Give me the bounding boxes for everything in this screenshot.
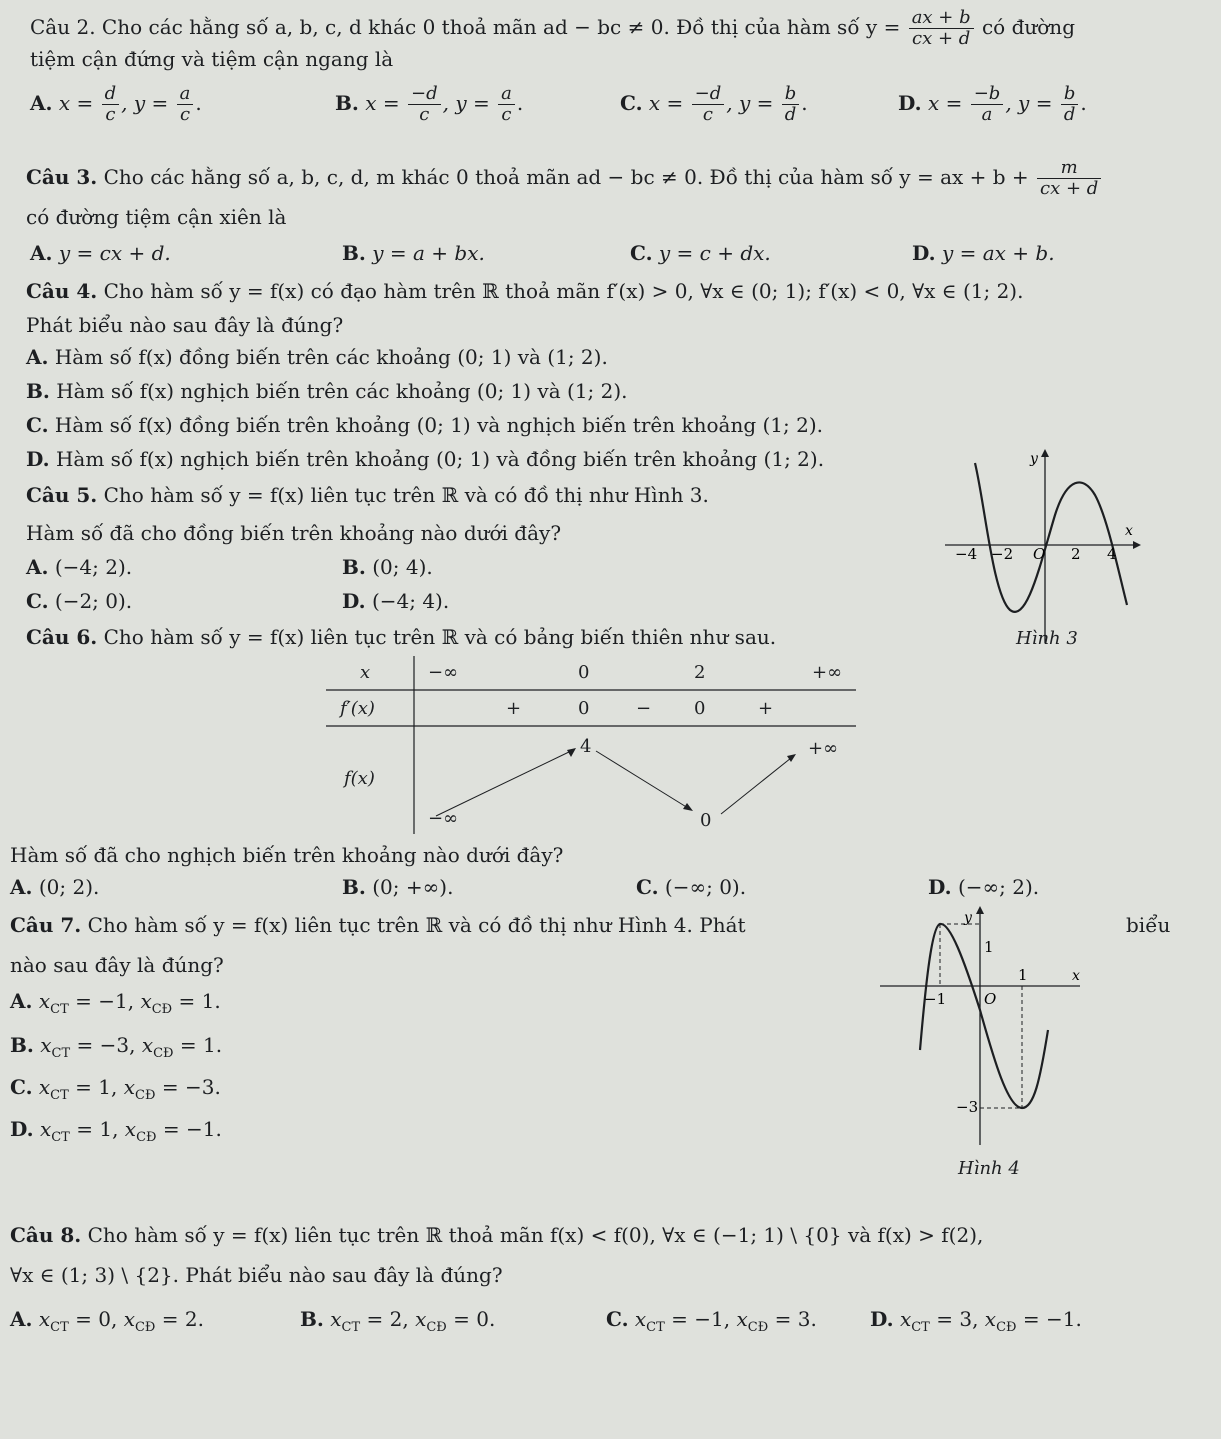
q6-option-c[interactable] — [636, 874, 746, 900]
y-fraction — [498, 84, 515, 125]
y-fraction — [782, 84, 800, 125]
x-ct-symbol: x — [40, 1033, 52, 1057]
cd-value: 2 — [184, 1307, 198, 1331]
option-label: C. — [10, 1075, 33, 1099]
q3-option-d[interactable] — [912, 240, 1055, 266]
cd-subscript: CĐ — [135, 1088, 156, 1103]
x-den: c — [702, 104, 713, 125]
figure-hinh-4 — [880, 900, 1080, 1150]
ct-subscript: CT — [911, 1320, 930, 1335]
x-cd-symbol: x — [736, 1307, 748, 1331]
option-label: B. — [342, 241, 366, 265]
cd-value: 3 — [797, 1307, 811, 1331]
x-lhs: x = — [927, 91, 963, 115]
option-label: D. — [912, 241, 936, 265]
q4-line2: Phát biểu nào sau đây là đúng? — [26, 313, 344, 337]
option-text: y = cx + d. — [58, 241, 171, 265]
option-label: B. — [342, 555, 366, 579]
table-x-2: 2 — [694, 662, 706, 683]
ct-subscript: CT — [50, 1088, 69, 1103]
x-ct-symbol: x — [634, 1307, 647, 1331]
option-text: Hàm số f(x) nghịch biến trên các khoảng (0; 1) và (1; 2). — [56, 379, 628, 403]
q6-option-b[interactable] — [342, 874, 453, 900]
cd-value: −1 — [186, 1117, 216, 1141]
q7-title: Câu 7. — [10, 913, 82, 937]
y-label: y — [964, 910, 972, 926]
q4-line1 — [26, 278, 1023, 304]
cd-value: 1 — [201, 989, 215, 1013]
ct-value: −3 — [99, 1033, 130, 1057]
q7-option-b[interactable]: B. $x_{CT} = -3$, $x_{CĐ} = 1$. — [10, 1033, 223, 1061]
q5-line2: Hàm số đã cho đồng biến trên khoảng nào dưới đây? — [26, 521, 562, 545]
option-label: D. — [870, 1307, 894, 1331]
ct-subscript: CT — [50, 1320, 69, 1335]
q8-option-b[interactable]: B. $x_{CT} = 2$, $x_{CĐ} = 0$. — [300, 1307, 496, 1335]
option-label: D. — [928, 875, 952, 899]
q2-line1-tail: có đường — [981, 15, 1075, 39]
q8-line1 — [10, 1222, 983, 1248]
y-lhs: , y = — [442, 91, 490, 115]
q4-option-a[interactable] — [26, 344, 608, 370]
q4-title: Câu 4. — [26, 279, 98, 303]
q8-option-c[interactable]: C. $x_{CT} = -1$, $x_{CĐ} = 3$. — [606, 1307, 817, 1335]
option-label: B. — [10, 1033, 34, 1057]
tick-4: 4 — [1107, 545, 1117, 563]
y-den: c — [179, 104, 191, 125]
x-ct-symbol: x — [38, 1075, 51, 1099]
option-label: C. — [606, 1307, 629, 1331]
x-ct-symbol: x — [899, 1307, 912, 1331]
x-num: −b — [971, 84, 1004, 105]
option-text: Hàm số f(x) đồng biến trên các khoảng (0; 1) và (1; 2). — [54, 345, 608, 369]
y-lhs: , y = — [121, 91, 169, 115]
cd-subscript: CĐ — [136, 1130, 157, 1145]
x-fraction — [102, 84, 120, 125]
q5-option-d[interactable] — [342, 588, 449, 614]
option-label: A. — [26, 345, 49, 369]
tick-2: 2 — [1071, 545, 1081, 563]
option-text: (−2; 0). — [54, 589, 133, 613]
option-label: A. — [10, 1307, 33, 1331]
q5-title: Câu 5. — [26, 483, 98, 507]
q5-line1-text: Cho hàm số y = f(x) liên tục trên ℝ và có đồ thị như Hình 3. — [103, 483, 709, 507]
q7-option-c[interactable]: C. $x_{CT} = 1$, $x_{CĐ} = -3$. — [10, 1075, 221, 1103]
q8-title: Câu 8. — [10, 1223, 82, 1247]
q3-line1 — [26, 158, 1103, 199]
q3-frac-den: cx + d — [1040, 178, 1099, 199]
y-num: a — [498, 84, 515, 105]
q2-line1-text: Câu 2. Cho các hằng số a, b, c, d khác 0 thoả mãn ad − bc ≠ 0. Đồ thị của hàm số y = — [30, 15, 901, 39]
y-lhs: , y = — [726, 91, 774, 115]
table-f-min: 0 — [700, 810, 712, 831]
x-den: c — [419, 104, 430, 125]
x-ct-symbol: x — [38, 989, 51, 1013]
option-label: B. — [300, 1307, 324, 1331]
cd-value: 1 — [203, 1033, 216, 1057]
y-den: d — [784, 104, 797, 125]
option-label: B. — [342, 875, 366, 899]
tick-x-neg1: −1 — [924, 990, 947, 1008]
table-fp-zero-1: 0 — [578, 698, 590, 719]
table-f-pos-inf: +∞ — [808, 738, 839, 759]
y-label: y — [1030, 451, 1038, 467]
q5-option-b[interactable] — [342, 554, 433, 580]
y-fraction — [1061, 84, 1079, 125]
option-label: A. — [10, 875, 33, 899]
q4-option-c[interactable] — [26, 412, 823, 438]
option-text: (−4; 2). — [54, 555, 133, 579]
x-fraction — [408, 84, 441, 125]
q3-option-a[interactable] — [30, 240, 171, 266]
cd-subscript: CĐ — [151, 1002, 173, 1017]
ct-value: 2 — [389, 1307, 403, 1331]
x-ct-symbol: x — [38, 1307, 51, 1331]
option-text: y = ax + b. — [941, 241, 1055, 265]
option-label: A. — [30, 241, 53, 265]
x-cd-symbol: x — [141, 1033, 154, 1057]
option-label: D. — [26, 447, 50, 471]
function-curve — [975, 463, 1127, 612]
q3-option-b[interactable] — [342, 240, 485, 266]
q8-line2: ∀x ∈ (1; 3) \ {2}. Phát biểu nào sau đây là đúng? — [10, 1263, 503, 1287]
q2-line2: tiệm cận đứng và tiệm cận ngang là — [30, 47, 394, 71]
q4-option-d[interactable] — [26, 446, 824, 472]
q3-line1-text: Cho các hằng số a, b, c, d, m khác 0 thoả mãn ad − bc ≠ 0. Đồ thị của hàm số y = ax + b + — [103, 165, 1029, 189]
q8-option-a[interactable]: A. $x_{CT} = 0$, $x_{CĐ} = 2$. — [10, 1307, 204, 1335]
y-num: b — [1061, 84, 1079, 105]
q5-option-c[interactable] — [26, 588, 132, 614]
q2-frac-num: ax + b — [909, 8, 974, 29]
table-f-label: f(x) — [344, 768, 375, 789]
q8-option-d[interactable]: D. $x_{CT} = 3$, $x_{CĐ} = -1$. — [870, 1307, 1082, 1335]
table-x-label: x — [360, 662, 371, 683]
option-label: A. — [30, 91, 53, 115]
option-label: D. — [10, 1117, 34, 1141]
option-text: (−∞; 0). — [664, 875, 747, 899]
option-text: y = c + dx. — [658, 241, 771, 265]
option-label: C. — [26, 589, 49, 613]
y-axis-arrow — [976, 906, 984, 914]
x-den: a — [981, 104, 993, 125]
q2-option-c[interactable]: C. x = $\frac{-d}{c}$ , y = $\frac{b}{d}$ . — [620, 83, 808, 125]
q6-option-a[interactable] — [10, 874, 99, 900]
option-label: D. — [898, 91, 922, 115]
y-lhs: , y = — [1005, 91, 1053, 115]
option-text: (0; 2). — [38, 875, 100, 899]
x-lhs: x = — [58, 91, 94, 115]
y-axis-arrow — [1041, 449, 1049, 457]
option-label: C. — [26, 413, 49, 437]
ct-subscript: CT — [50, 1002, 69, 1017]
ct-subscript: CT — [646, 1320, 665, 1335]
tick-neg4: −4 — [955, 545, 978, 563]
ct-subscript: CT — [51, 1046, 71, 1061]
y-fraction — [177, 84, 194, 125]
origin-label: O — [984, 990, 997, 1008]
q2-frac-den: cx + d — [912, 28, 971, 49]
ct-subscript: CT — [341, 1320, 361, 1335]
caption-hinh-3: Hình 3 — [1016, 628, 1078, 649]
table-fp-sign-1: + — [506, 698, 522, 719]
q2-option-b[interactable]: B. x = $\frac{-d}{c}$ , y = $\frac{a}{c}$ . — [335, 83, 524, 125]
q4-option-b[interactable] — [26, 378, 628, 404]
tick-y-neg3: −3 — [956, 1098, 979, 1116]
q2-option-d[interactable]: D. x = $\frac{-b}{a}$ , y = $\frac{b}{d}$ . — [898, 83, 1087, 125]
x-cd-symbol: x — [123, 1307, 135, 1331]
x-num: −d — [408, 84, 441, 105]
q5-option-a[interactable] — [26, 554, 132, 580]
x-cd-symbol: x — [415, 1307, 427, 1331]
q2-line1 — [30, 8, 1075, 49]
option-text: y = a + bx. — [372, 241, 485, 265]
x-lhs: x = — [648, 91, 684, 115]
ct-value: 1 — [99, 1117, 113, 1141]
cd-subscript: CĐ — [426, 1320, 447, 1335]
cd-subscript: CĐ — [996, 1320, 1017, 1335]
q7-line1 — [10, 912, 746, 938]
table-x-pos-inf: +∞ — [812, 662, 843, 683]
cd-subscript: CĐ — [134, 1320, 156, 1335]
ct-value: 1 — [98, 1075, 112, 1099]
option-label: A. — [26, 555, 49, 579]
option-label: A. — [10, 989, 33, 1013]
x-axis-arrow — [1133, 541, 1141, 549]
y-den: d — [1063, 104, 1076, 125]
q6-option-d[interactable] — [928, 874, 1039, 900]
q3-fraction — [1037, 158, 1101, 199]
q7-option-d[interactable]: D. $x_{CT} = 1$, $x_{CĐ} = -1$. — [10, 1117, 222, 1145]
ct-value: 0 — [98, 1307, 111, 1331]
figure-hinh-3 — [945, 445, 1145, 645]
option-label: B. — [26, 379, 50, 403]
x-num: −d — [692, 84, 725, 105]
option-label: C. — [630, 241, 653, 265]
q3-title: Câu 3. — [26, 165, 98, 189]
cd-value: −3 — [184, 1075, 215, 1099]
option-text: (0; 4). — [372, 555, 433, 579]
x-fraction — [971, 84, 1004, 125]
x-cd-symbol: x — [124, 1117, 137, 1141]
table-x-0: 0 — [578, 662, 590, 683]
q8-line1-text: Cho hàm số y = f(x) liên tục trên ℝ thoả mãn f(x) < f(0), ∀x ∈ (−1; 1) \ {0} và f(x) > f(2), — [87, 1223, 984, 1247]
x-label: x — [1125, 523, 1133, 539]
q4-line1-text: Cho hàm số y = f(x) có đạo hàm trên ℝ thoả mãn f′(x) > 0, ∀x ∈ (0; 1); f′(x) < 0, ∀x ∈ (1; 2). — [103, 279, 1024, 303]
table-f-max: 4 — [580, 736, 592, 757]
x-cd-symbol: x — [984, 1307, 997, 1331]
origin-label: O — [1033, 545, 1046, 563]
q6-line1 — [26, 624, 776, 650]
option-label: C. — [636, 875, 659, 899]
q5-line1 — [26, 482, 709, 508]
ct-value: −1 — [694, 1307, 724, 1331]
option-label: C. — [620, 91, 643, 115]
q3-option-c[interactable] — [630, 240, 771, 266]
cd-value: −1 — [1046, 1307, 1076, 1331]
q7-line2: nào sau đây là đúng? — [10, 953, 224, 977]
x-ct-symbol: x — [330, 1307, 342, 1331]
q6-title: Câu 6. — [26, 625, 98, 649]
q7-line1-tail: biểu — [1126, 913, 1171, 937]
q6-line2: Hàm số đã cho nghịch biến trên khoảng nào dưới đây? — [10, 843, 564, 867]
option-label: B. — [335, 91, 359, 115]
cd-value: 0 — [476, 1307, 490, 1331]
table-fp-label: f′(x) — [340, 698, 375, 719]
x-cd-symbol: x — [140, 989, 152, 1013]
q7-option-a[interactable]: A. $x_{CT} = -1$, $x_{CĐ} = 1$. — [10, 989, 221, 1017]
table-f-neg-inf: −∞ — [428, 808, 459, 829]
option-text: (−4; 4). — [371, 589, 450, 613]
option-label: D. — [342, 589, 366, 613]
cd-subscript: CĐ — [153, 1046, 174, 1061]
tick-neg2: −2 — [991, 545, 1014, 563]
q2-function-fraction — [909, 8, 974, 49]
q2-option-a[interactable]: A. x = $\frac{d}{c}$ , y = $\frac{a}{c}$ . — [30, 83, 202, 125]
table-fp-sign-3: + — [758, 698, 774, 719]
x-lhs: x = — [365, 91, 400, 115]
table-x-neg-inf: −∞ — [428, 662, 459, 683]
q6-line1-text: Cho hàm số y = f(x) liên tục trên ℝ và có bảng biến thiên như sau. — [103, 625, 777, 649]
table-fp-sign-2: − — [636, 698, 652, 719]
variation-table — [326, 656, 856, 834]
y-den: c — [501, 104, 512, 125]
option-text: Hàm số f(x) đồng biến trên khoảng (0; 1) và nghịch biến trên khoảng (1; 2). — [54, 413, 823, 437]
y-num: a — [177, 84, 194, 105]
x-ct-symbol: x — [39, 1117, 52, 1141]
q3-line2: có đường tiệm cận xiên là — [26, 205, 287, 229]
option-text: Hàm số f(x) nghịch biến trên khoảng (0; 1) và đồng biến trên khoảng (1; 2). — [55, 447, 825, 471]
q7-line1-text: Cho hàm số y = f(x) liên tục trên ℝ và có đồ thị như Hình 4. Phát — [87, 913, 746, 937]
option-text: (−∞; 2). — [957, 875, 1040, 899]
ct-subscript: CT — [51, 1130, 70, 1145]
q3-frac-num: m — [1037, 158, 1101, 179]
x-fraction — [692, 84, 725, 125]
ct-value: 3 — [959, 1307, 973, 1331]
option-text: (0; +∞). — [372, 875, 454, 899]
tick-y-1: 1 — [984, 938, 994, 956]
table-fp-zero-2: 0 — [694, 698, 706, 719]
caption-hinh-4: Hình 4 — [958, 1158, 1020, 1179]
x-cd-symbol: x — [123, 1075, 136, 1099]
x-label: x — [1072, 968, 1080, 984]
y-num: b — [782, 84, 800, 105]
cd-subscript: CĐ — [747, 1320, 769, 1335]
ct-value: −1 — [98, 989, 128, 1013]
x-den: c — [105, 104, 116, 125]
tick-x-1: 1 — [1018, 966, 1028, 984]
x-num: d — [102, 84, 120, 105]
